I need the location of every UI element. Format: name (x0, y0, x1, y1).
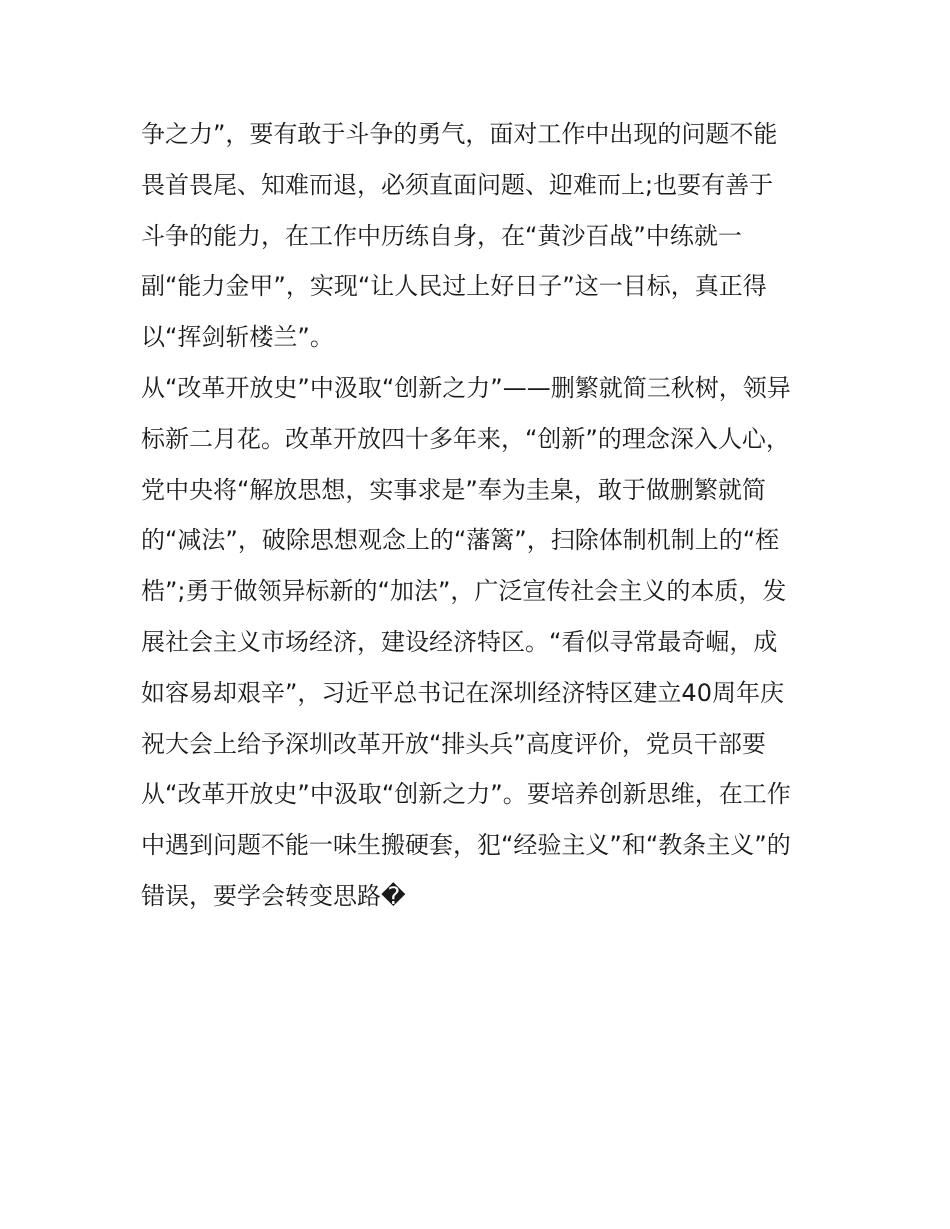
text-line: 从“改革开放史”中汲取“创新之力”。要培养创新思维，在工作 (141, 780, 791, 809)
text-line: 的“减法”，破除思想观念上的“藩篱”，扫除体制机制上的“桎 (141, 526, 780, 555)
body-text (141, 109, 821, 922)
text-line: 如容易却艰辛”，习近平总书记在深圳经济特区建立40周年庆 (141, 678, 784, 707)
text-line: 争之力”，要有敢于斗争的勇气，面对工作中出现的问题不能 (141, 120, 778, 148)
text-line: 中遇到问题不能一味生搬硬套，犯“经验主义”和“教条主义”的 (141, 831, 791, 860)
text-line: 标新二月花。改革开放四十多年来，“创新”的理念深入人心， (141, 424, 790, 453)
text-line: 祝大会上给予深圳改革开放“排头兵”高度评价，党员干部要 (141, 729, 766, 758)
text-line: 党中央将“解放思想，实事求是”奉为圭臬，敢于做删繁就简 (141, 475, 766, 504)
text-line: 梏”;勇于做领异标新的“加法”，广泛宣传社会主义的本质，发 (141, 577, 787, 606)
text-line: 以“挥剑斩楼兰”。 (141, 323, 334, 352)
text-line: 错误，要学会转变思路� (141, 881, 406, 910)
text-line: 从“改革开放史”中汲取“创新之力”——删繁就简三秋树，领异 (141, 373, 791, 402)
text-line: 畏首畏尾、知难而退，必须直面问题、迎难而上;也要有善于 (141, 170, 774, 199)
text-line: 斗争的能力，在工作中历练自身，在“黄沙百战”中练就一 (141, 221, 742, 250)
text-line: 展社会主义市场经济，建设经济特区。“看似寻常最奇崛，成 (141, 627, 778, 656)
text-line: 副“能力金甲”，实现“让人民过上好日子”这一目标，真正得 (141, 272, 767, 301)
